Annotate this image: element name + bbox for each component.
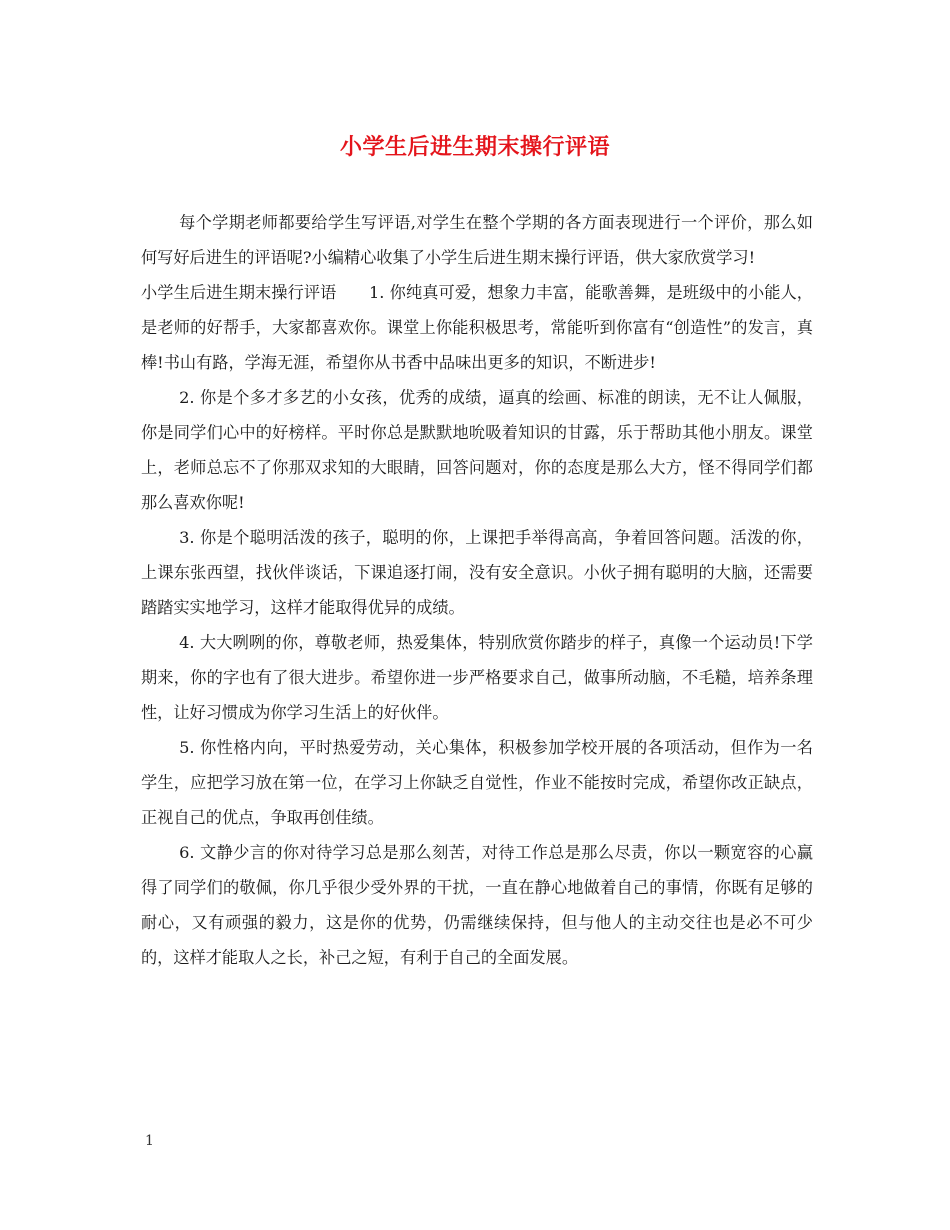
comment-paragraph-4: 4. 大大咧咧的你，尊敬老师，热爱集体，特别欣赏你踏步的样子，真像一个运动员!下学期来，你的字也有了很大进步。希望你进一步严格要求自己，做事所动脑，不毛糙，培养条理性，让好习惯成为你学习生活上的好伙伴。 — [141, 633, 813, 722]
comment-paragraph-6: 6. 文静少言的你对待学习总是那么刻苦，对待工作总是那么尽责，你以一颗宽容的心赢得了同学们的敬佩，你几乎很少受外界的干扰，一直在静心地做着自己的事情，你既有足够的耐心，又有顽强的毅力，这是你的优势，仍需继续保持，但与他人的主动交往也是必不可少的，这样才能取人之长，补己之短，有利于自己的全面发展。 — [141, 843, 813, 967]
document-body — [141, 205, 813, 975]
comment-paragraph-1: 小学生后进生期末操行评语 1. 你纯真可爱，想象力丰富，能歌善舞，是班级中的小能人，是老师的好帮手，大家都喜欢你。课堂上你能积极思考，常能听到你富有“创造性”的发言，真棒!书山有路，学海无涯，希望你从书香中品味出更多的知识，不断进步! — [141, 283, 813, 372]
comment-paragraph-3: 3. 你是个聪明活泼的孩子，聪明的你，上课把手举得高高，争着回答问题。活泼的你，上课东张西望，找伙伴谈话，下课追逐打闹，没有安全意识。小伙子拥有聪明的大脑，还需要踏踏实实地学习，这样才能取得优异的成绩。 — [141, 528, 813, 617]
intro-paragraph: 每个学期老师都要给学生写评语,对学生在整个学期的各方面表现进行一个评价，那么如何写好后进生的评语呢?小编精心收集了小学生后进生期末操行评语，供大家欣赏学习! — [141, 213, 813, 267]
page-number: 1 — [145, 1133, 154, 1149]
comment-paragraph-2: 2. 你是个多才多艺的小女孩，优秀的成绩，逼真的绘画、标准的朗读，无不让人佩服，你是同学们心中的好榜样。平时你总是默默地吮吸着知识的甘露，乐于帮助其他小朋友。课堂上，老师总忘不了你那双求知的大眼睛，回答问题对，你的态度是那么大方，怪不得同学们都那么喜欢你呢! — [141, 388, 813, 512]
document-title: 小学生后进生期末操行评语 — [339, 134, 610, 160]
comment-paragraph-5: 5. 你性格内向，平时热爱劳动，关心集体，积极参加学校开展的各项活动，但作为一名学生，应把学习放在第一位，在学习上你缺乏自觉性，作业不能按时完成，希望你改正缺点，正视自己的优点，争取再创佳绩。 — [141, 738, 813, 827]
